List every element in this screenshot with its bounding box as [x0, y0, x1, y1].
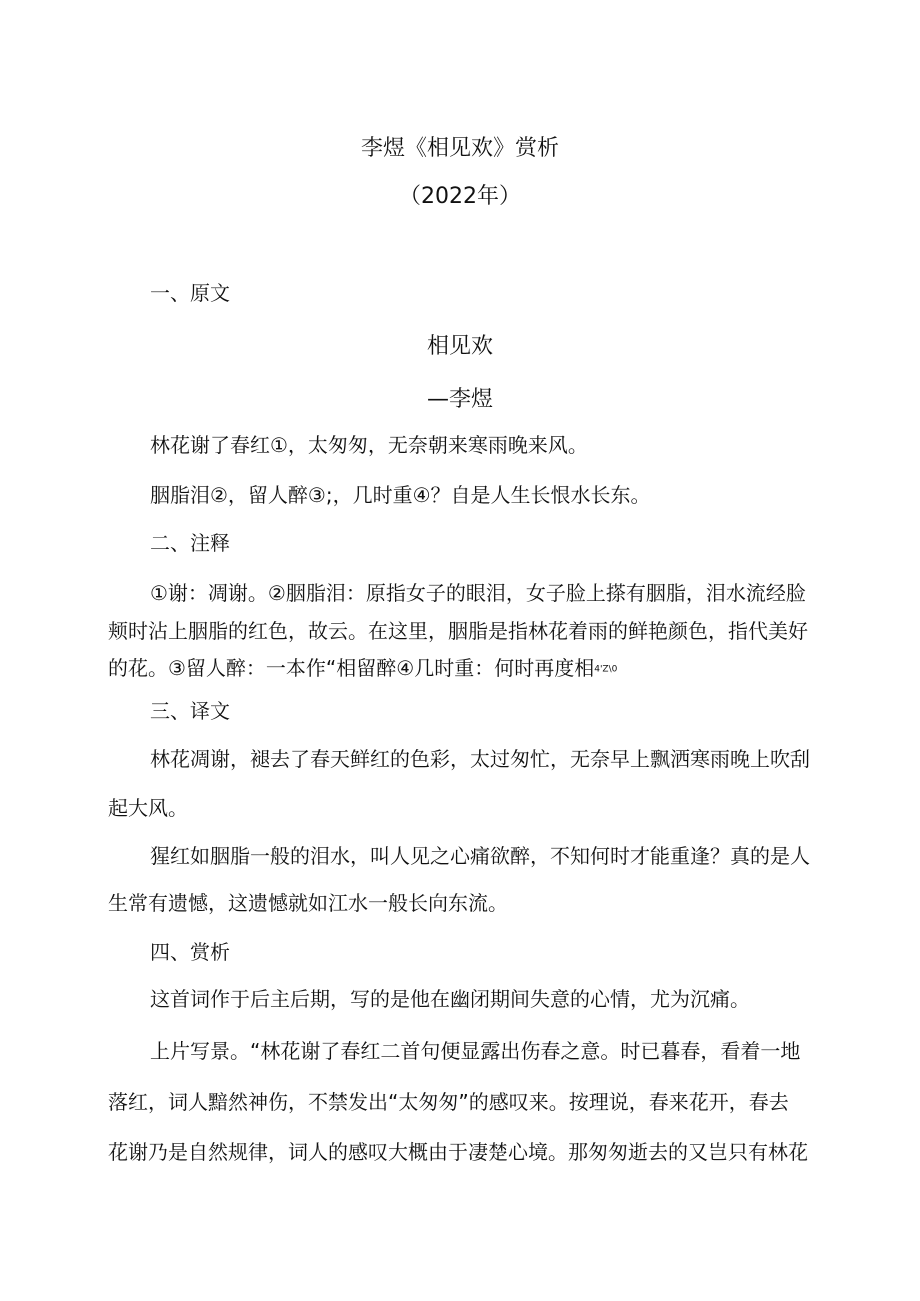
notes-line-2: 颊时沾上胭脂的红色，故云。在这里，胭脂是指林花着雨的鲜艳颜色，指代美好	[108, 619, 808, 643]
poem-author: —李煜	[426, 387, 493, 412]
translation-line-2a: 猩红如胭脂一般的泪水，叫人见之心痛欲醉，不知何时才能重逢？真的是人	[150, 844, 810, 868]
translation-line-2b: 生常有遗憾，这遗憾就如江水一般长向东流。	[108, 891, 508, 915]
translation-line-1b: 起大风。	[108, 796, 188, 820]
poem-line-2: 胭脂泪②，留人醉③;，几时重④？自是人生长恨水长东。	[150, 483, 651, 507]
section-heading-appreciation: 四、赏析	[150, 940, 230, 964]
document-year: （2022年）	[399, 184, 521, 209]
notes-line-3-tail: 4'Z\0	[594, 664, 618, 675]
section-heading-original: 一、原文	[150, 281, 230, 305]
section-heading-notes: 二、注释	[150, 531, 230, 555]
notes-line-1: ①谢：凋谢。②胭脂泪：原指女子的眼泪，女子脸上搽有胭脂，泪水流经脸	[150, 581, 806, 605]
appreciation-line-2c: 花谢乃是自然规律，词人的感叹大概由于凄楚心境。那匆匆逝去的又岂只有林花	[108, 1140, 808, 1164]
notes-line-3-text: 的花。③留人醉：一本作“相留醉④几时重：何时再度相	[108, 656, 595, 680]
section-heading-translation: 三、译文	[150, 699, 230, 723]
appreciation-line-1: 这首词作于后主后期，写的是他在幽闭期间失意的心情，尤为沉痛。	[150, 987, 750, 1011]
translation-line-1a: 林花凋谢，褪去了春天鲜红的色彩，太过匆忙，无奈早上飘洒寒雨晚上吹刮	[150, 747, 810, 771]
notes-line-3	[108, 654, 617, 684]
appreciation-line-2b: 落红，词人黯然神伤，不禁发出“太匆匆”的感叹来。按理说，春来花开，春去	[108, 1090, 789, 1114]
poem-line-1: 林花谢了春红①，太匆匆，无奈朝来寒雨晚来风。	[150, 433, 588, 457]
appreciation-line-2a: 上片写景。“林花谢了春红二首句便显露出伤春之意。时已暮春，看着一地	[150, 1039, 801, 1063]
poem-title: 相见欢	[426, 334, 493, 359]
document-title: 李煜《相见欢》赏析	[360, 136, 559, 161]
